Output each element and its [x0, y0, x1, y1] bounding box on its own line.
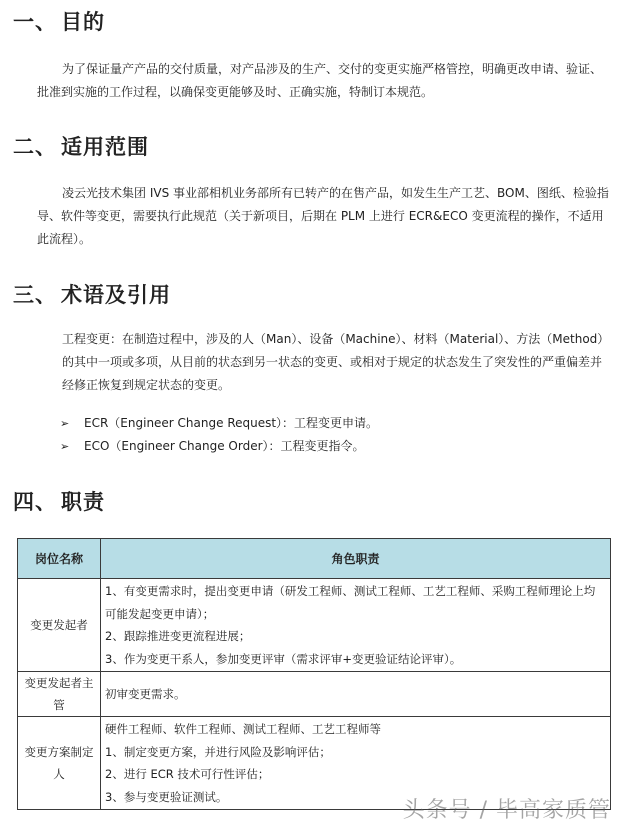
duty-line: 1、有变更需求时，提出变更申请（研发工程师、测试工程师、工艺工程师、采购工程师理论上均可能发起变更申请）；: [105, 584, 596, 621]
section-title: 术语及引用: [61, 283, 171, 307]
arrow-bullet-icon: ➢: [60, 440, 70, 453]
table-row: [18, 672, 611, 717]
section-title: 适用范围: [61, 135, 149, 159]
section-heading-terms: [13, 279, 171, 309]
section-heading-scope: [13, 131, 149, 161]
bullet-text: ECR（Engineer Change Request）：工程变更申请。: [84, 416, 379, 430]
list-item: [60, 412, 378, 435]
duty-cell: [101, 579, 611, 672]
section-heading-duties: [13, 486, 105, 516]
table-header-row: [18, 539, 611, 579]
section-number: 三、: [13, 283, 57, 307]
section-heading-purpose: [13, 6, 105, 36]
column-header-duties: 角色职责: [101, 539, 611, 579]
role-cell: 变更发起者: [18, 579, 101, 672]
section-number: 二、: [13, 135, 57, 159]
duty-line: 2、进行 ECR 技术可行性评估；: [105, 767, 270, 781]
section-title: 目的: [61, 10, 105, 34]
column-header-position: 岗位名称: [18, 539, 101, 579]
duty-cell: [101, 672, 611, 717]
list-item: [60, 435, 378, 458]
terms-paragraph: 工程变更：在制造过程中，涉及的人（Man）、设备（Machine）、材料（Material）、方法（Method）的其中一项或多项，从目前的状态到另一状态的变更、或相对于规定的状态发生了突发性的严重偏差并经修正恢复到规定状态的变更。: [62, 332, 610, 392]
section-number: 四、: [13, 490, 57, 514]
table-row: [18, 579, 611, 672]
duty-line: 硬件工程师、软件工程师、测试工程师、工艺工程师等: [105, 722, 381, 736]
role-cell: 变更发起者主管: [18, 672, 101, 717]
bullet-text: ECO（Engineer Change Order）：工程变更指令。: [84, 439, 365, 453]
arrow-bullet-icon: ➢: [60, 417, 70, 430]
section-number: 一、: [13, 10, 57, 34]
duty-line: 2、跟踪推进变更流程进展；: [105, 629, 251, 643]
terms-bullet-list: [60, 412, 378, 458]
duties-table: [17, 538, 611, 810]
duty-line: 初审变更需求。: [105, 686, 186, 701]
role-cell: 变更方案制定人: [18, 717, 101, 810]
watermark: 头条号 / 毕高家质管: [402, 798, 611, 823]
section-title: 职责: [61, 490, 105, 514]
duty-line: 3、参与变更验证测试。: [105, 789, 228, 804]
duty-line: 3、作为变更干系人，参加变更评审（需求评审+变更验证结论评审）。: [105, 651, 462, 666]
scope-paragraph: 凌云光技术集团 IVS 事业部相机业务部所有已转产的在售产品，如发生生产工艺、BOM、图纸、检验指导、软件等变更，需要执行此规范（关于新项目，后期在 PLM 上进行 ECR&ECO 变更流程的操作，不适用此流程）。: [37, 186, 609, 246]
purpose-paragraph: 为了保证量产产品的交付质量，对产品涉及的生产、交付的变更实施严格管控，明确更改申请、验证、批准到实施的工作过程，以确保变更能够及时、正确实施，特制订本规范。: [37, 62, 603, 99]
duty-line: 1、制定变更方案，并进行风险及影响评估；: [105, 744, 331, 759]
